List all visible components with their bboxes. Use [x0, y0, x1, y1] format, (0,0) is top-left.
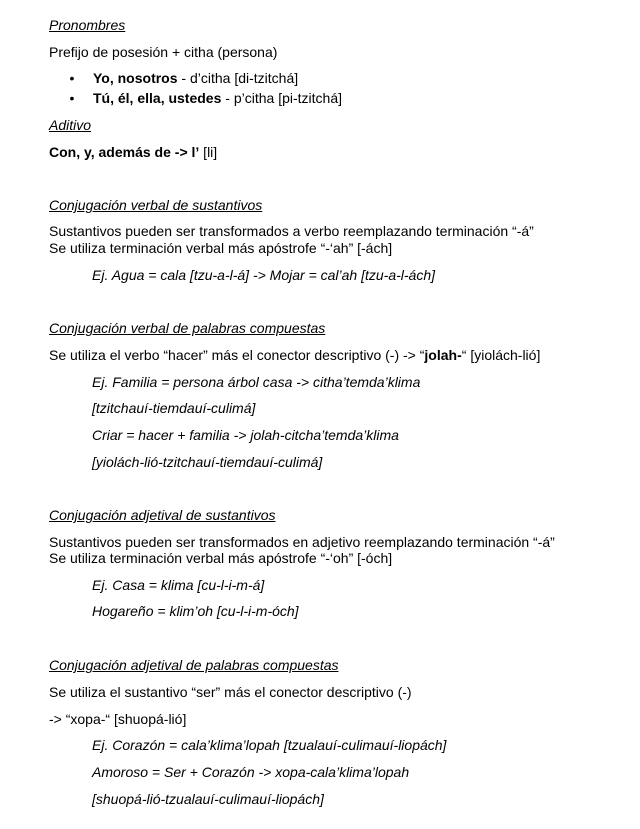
adjetival-sustantivos-line2: Se utiliza terminación verbal más apóstrofe “-‘oh” [-óch]: [49, 550, 393, 566]
line-pre: Se utiliza el verbo “hacer” más el conector descriptivo (-) -> “: [49, 347, 425, 363]
adjetival-compuestas-line2: -> “xopa-“ [shuopá-lió]: [49, 711, 187, 727]
adjetival-compuestas-ex2: Amoroso = Ser + Corazón -> xopa-cala’klima’lopah: [92, 764, 410, 780]
adjetival-sustantivos-ex2: Hogareño = klim’oh [cu-l-i-m-óch]: [92, 603, 299, 619]
verbal-sustantivos-line1: Sustantivos pueden ser transformados a verbo reemplazando terminación “-á”: [49, 223, 534, 239]
heading-adjetival-sustantivos: Conjugación adjetival de sustantivos: [49, 507, 276, 523]
heading-aditivo: Aditivo: [49, 117, 92, 133]
adjetival-compuestas-ex3: [shuopá-lió-tzualauí-culimauí-liopách]: [92, 791, 324, 807]
verbal-compuestas-ex2: [tzitchauí-tiemdauí-culimá]: [92, 400, 256, 416]
heading-verbal-compuestas: Conjugación verbal de palabras compuestas: [49, 320, 326, 336]
adjetival-sustantivos-ex1: Ej. Casa = klima [cu-l-i-m-á]: [92, 577, 265, 593]
bullet-icon: •: [69, 70, 75, 86]
aditivo-line: [49, 144, 217, 160]
aditivo-bold: Con, y, además de -> l’: [49, 144, 200, 160]
verbal-compuestas-ex3: Criar = hacer + familia -> jolah-citcha’temda’klima: [92, 427, 399, 443]
verbal-compuestas-ex4: [yiolách-lió-tzitchauí-tiemdauí-culimá]: [92, 454, 323, 470]
adjetival-sustantivos-line1: Sustantivos pueden ser transformados en adjetivo reemplazando terminación “-á”: [49, 534, 555, 550]
heading-pronombres: Pronombres: [49, 17, 126, 33]
list-item-pronombre-1: [93, 70, 298, 86]
verbal-sustantivos-line2: Se utiliza terminación verbal más apóstrofe “-‘ah” [-ách]: [49, 240, 393, 256]
heading-verbal-sustantivos: Conjugación verbal de sustantivos: [49, 197, 263, 213]
adjetival-compuestas-line1: Se utiliza el sustantivo “ser” más el conector descriptivo (-): [49, 684, 412, 700]
verbal-sustantivos-example: Ej. Agua = cala [tzu-a-l-á] -> Mojar = cal’ah [tzu-a-l-ách]: [92, 267, 436, 283]
bullet-icon: •: [69, 90, 75, 106]
verbal-compuestas-ex1: Ej. Familia = persona árbol casa -> citha’temda’klima: [92, 374, 421, 390]
list-item-rest: - p’citha [pi-tzitchá]: [221, 90, 342, 106]
list-item-bold: Tú, él, ella, ustedes: [93, 90, 222, 106]
verbal-compuestas-line1: [49, 347, 540, 363]
line-post: “ [yiolách-lió]: [461, 347, 541, 363]
list-item-rest: - d’citha [di-tzitchá]: [177, 70, 299, 86]
list-item-pronombre-2: [93, 90, 342, 106]
aditivo-rest: [li]: [199, 144, 218, 160]
heading-adjetival-compuestas: Conjugación adjetival de palabras compuestas: [49, 657, 339, 673]
pronombres-intro: Prefijo de posesión + citha (persona): [49, 44, 278, 60]
adjetival-compuestas-ex1: Ej. Corazón = cala’klima’lopah [tzualauí-culimauí-liopách]: [92, 737, 447, 753]
line-bold: jolah-: [424, 347, 462, 363]
list-item-bold: Yo, nosotros: [93, 70, 178, 86]
